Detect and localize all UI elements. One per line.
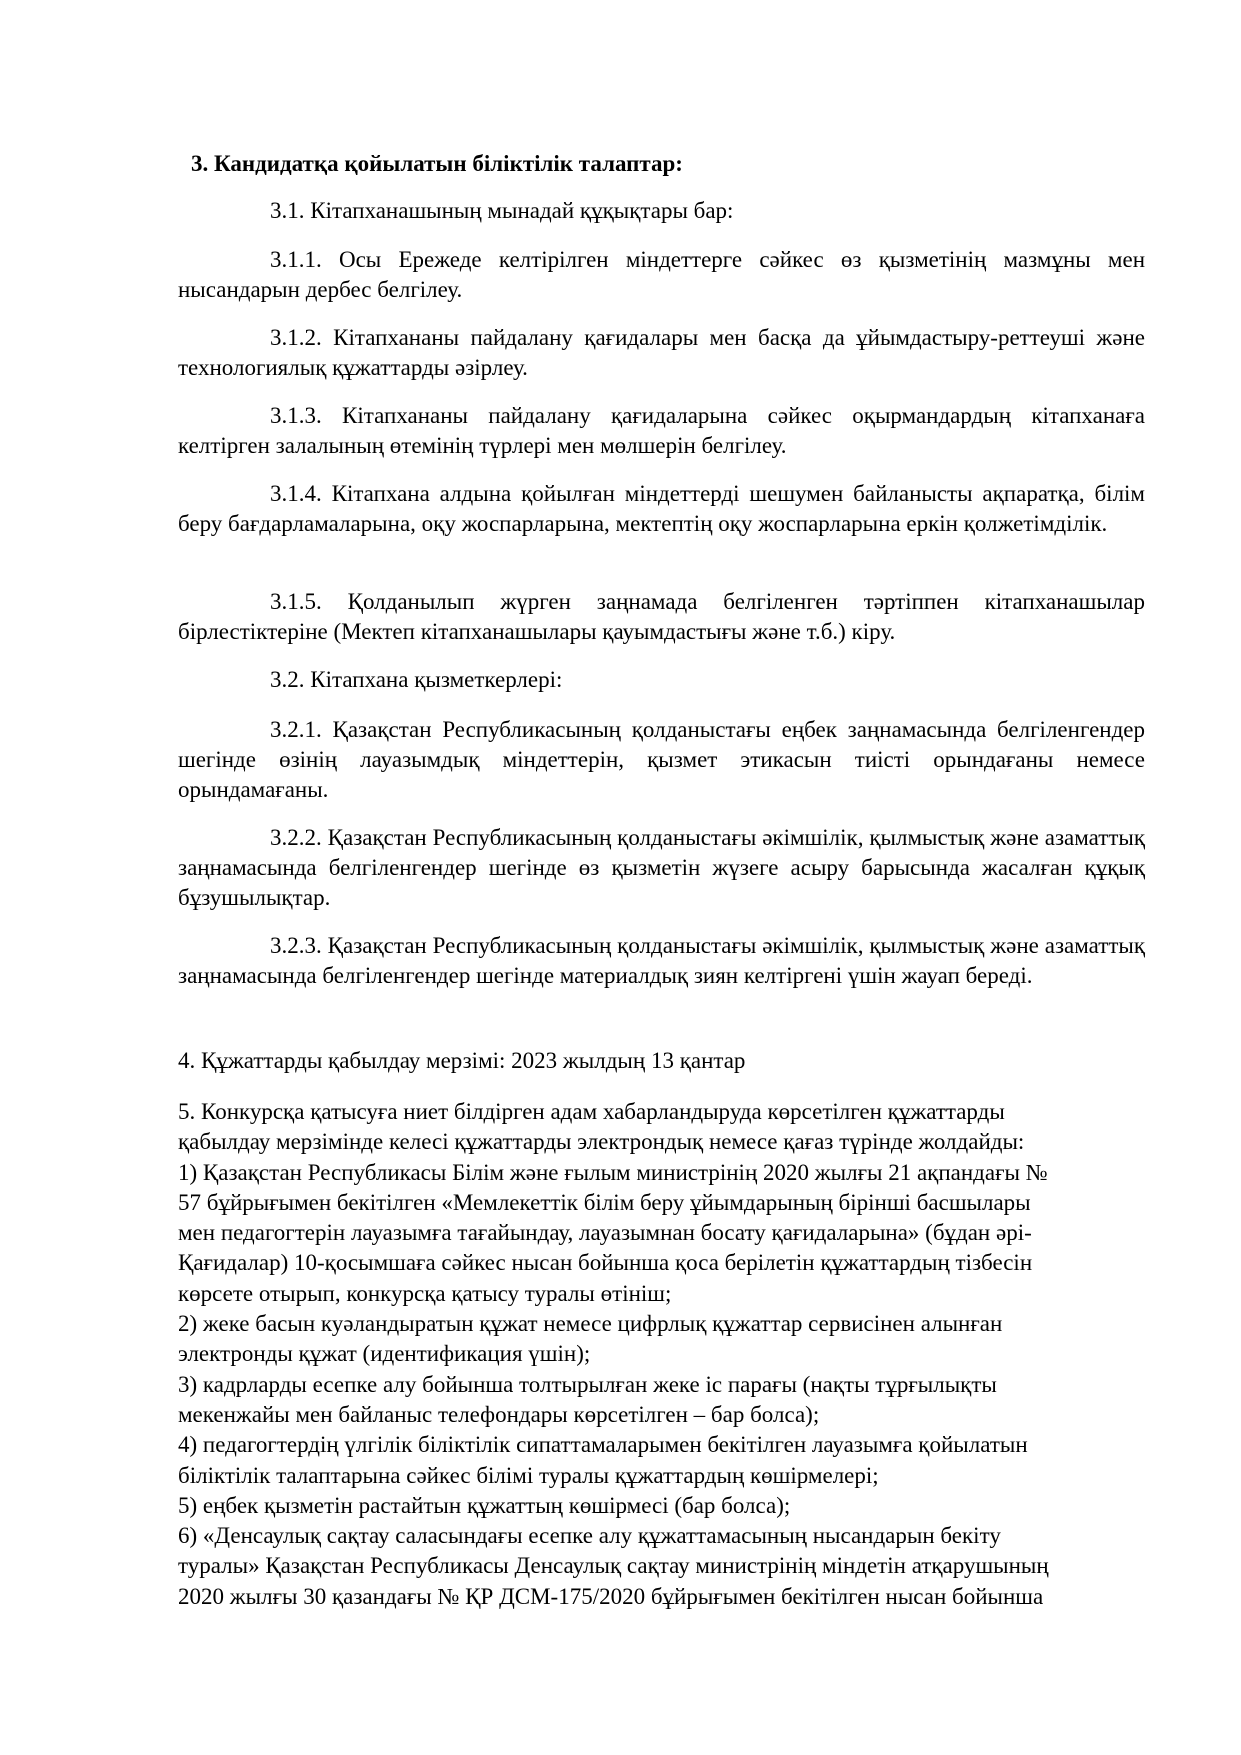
paragraph-3-1-5: 3.1.5. Қолданылып жүрген заңнамада белгіленген тәртіппен кітапханашылар бірлестіктеріне (Мектеп кітапханашылары қауымдастығы және т.б.) кіру.	[178, 589, 1145, 644]
section-5-line: Қағидалар) 10-қосымшаға сәйкес нысан бойынша қоса берілетін құжаттардың тізбесін	[178, 1250, 1033, 1276]
paragraph-3-1: 3.1. Кітапханашының мынадай құқықтары бар:	[270, 198, 734, 223]
section-3-heading: 3. Кандидатқа қойылатын біліктілік талаптар:	[191, 151, 683, 176]
section-5-line: 6) «Денсаулық сақтау саласындағы есепке алу құжаттамасының нысандарын бекіту	[178, 1523, 1001, 1549]
section-5-line: мекенжайы мен байланыс телефондары көрсетілген – бар болса);	[178, 1401, 820, 1427]
paragraph-3-2: 3.2. Кітапхана қызметкерлері:	[270, 667, 563, 692]
paragraph-3-2-3: 3.2.3. Қазақстан Республикасының қолданыстағы әкімшілік, қылмыстық және азаматтық заңнамасында белгіленгендер шегінде материалдық зиян келтіргені үшін жауап береді.	[178, 933, 1145, 988]
paragraph-3-2-1: 3.2.1. Қазақстан Республикасының қолданыстағы еңбек заңнамасында белгіленгендер шегінде өзінің лауазымдық міндеттерін, қызмет этикасын тиісті орындағаны немесе орындамағаны.	[178, 717, 1145, 802]
section-5-line: 1) Қазақстан Республикасы Білім және ғылым министрінің 2020 жылғы 21 ақпандағы №	[178, 1159, 1048, 1185]
section-5-line: 3) кадрларды есепке алу бойынша толтырылған жеке іс парағы (нақты тұрғылықты	[178, 1371, 997, 1397]
paragraph-3-1-2: 3.1.2. Кітапхананы пайдалану қағидалары мен басқа да ұйымдастыру-реттеуші және технологиялық құжаттарды әзірлеу.	[178, 325, 1145, 380]
section-5-line: қабылдау мерзімінде келесі құжаттарды электрондық немесе қағаз түрінде жолдайды:	[178, 1129, 1025, 1155]
paragraph-3-1-4: 3.1.4. Кітапхана алдына қойылған міндеттерді шешумен байланысты ақпаратқа, білім беру бағдарламаларына, оқу жоспарларына, мектептің оқу жоспарларына еркін қолжетімділік.	[178, 481, 1145, 536]
section-5-block	[178, 1097, 1145, 1612]
section-5-line: 57 бұйрығымен бекітілген «Мемлекеттік білім беру ұйымдарының бірінші басшылары	[178, 1189, 1031, 1215]
section-5-line: 5. Конкурсқа қатысуға ниет білдірген адам хабарландыруда көрсетілген құжаттарды	[178, 1099, 1005, 1124]
section-5-line: біліктілік талаптарына сәйкес білімі туралы құжаттардың көшірмелері;	[178, 1462, 879, 1488]
paragraph-3-2-2: 3.2.2. Қазақстан Республикасының қолданыстағы әкімшілік, қылмыстық және азаматтық заңнамасында белгіленгендер шегінде өз қызметін жүзеге асыру барысында жасалған құқық бұзушылықтар.	[178, 825, 1145, 910]
section-5-line: 2020 жылғы 30 қазандағы № ҚР ДСМ-175/2020 бұйрығымен бекітілген нысан бойынша	[178, 1583, 1044, 1609]
paragraph-3-1-1: 3.1.1. Осы Ережеде келтірілген міндеттерге сәйкес өз қызметінің мазмұны мен нысандарын дербес белгілеу.	[178, 247, 1145, 302]
section-5-line: мен педагогтерін лауазымға тағайындау, лауазымнан босату қағидаларына» (бұдан әрі-	[178, 1220, 1032, 1246]
section-4-deadline: 4. Құжаттарды қабылдау мерзімі: 2023 жылдың 13 қантар	[178, 1048, 746, 1073]
section-5-line: 5) еңбек қызметін растайтын құжаттың көшірмесі (бар болса);	[178, 1492, 791, 1518]
section-5-line: туралы» Қазақстан Республикасы Денсаулық сақтау министрінің міндетін атқарушының	[178, 1553, 1049, 1579]
paragraph-3-1-3: 3.1.3. Кітапхананы пайдалану қағидаларына сәйкес оқырмандардың кітапханаға келтірген залалының өтемінің түрлері мен мөлшерін белгілеу.	[178, 403, 1145, 458]
section-5-line: 4) педагогтердің үлгілік біліктілік сипаттамаларымен бекітілген лауазымға қойылатын	[178, 1432, 1028, 1458]
section-5-line: 2) жеке басын куәландыратын құжат немесе цифрлық құжаттар сервисінен алынған	[178, 1311, 1003, 1337]
section-5-line: көрсете отырып, конкурсқа қатысу туралы өтініш;	[178, 1280, 672, 1306]
section-5-line: электронды құжат (идентификация үшін);	[178, 1341, 591, 1367]
